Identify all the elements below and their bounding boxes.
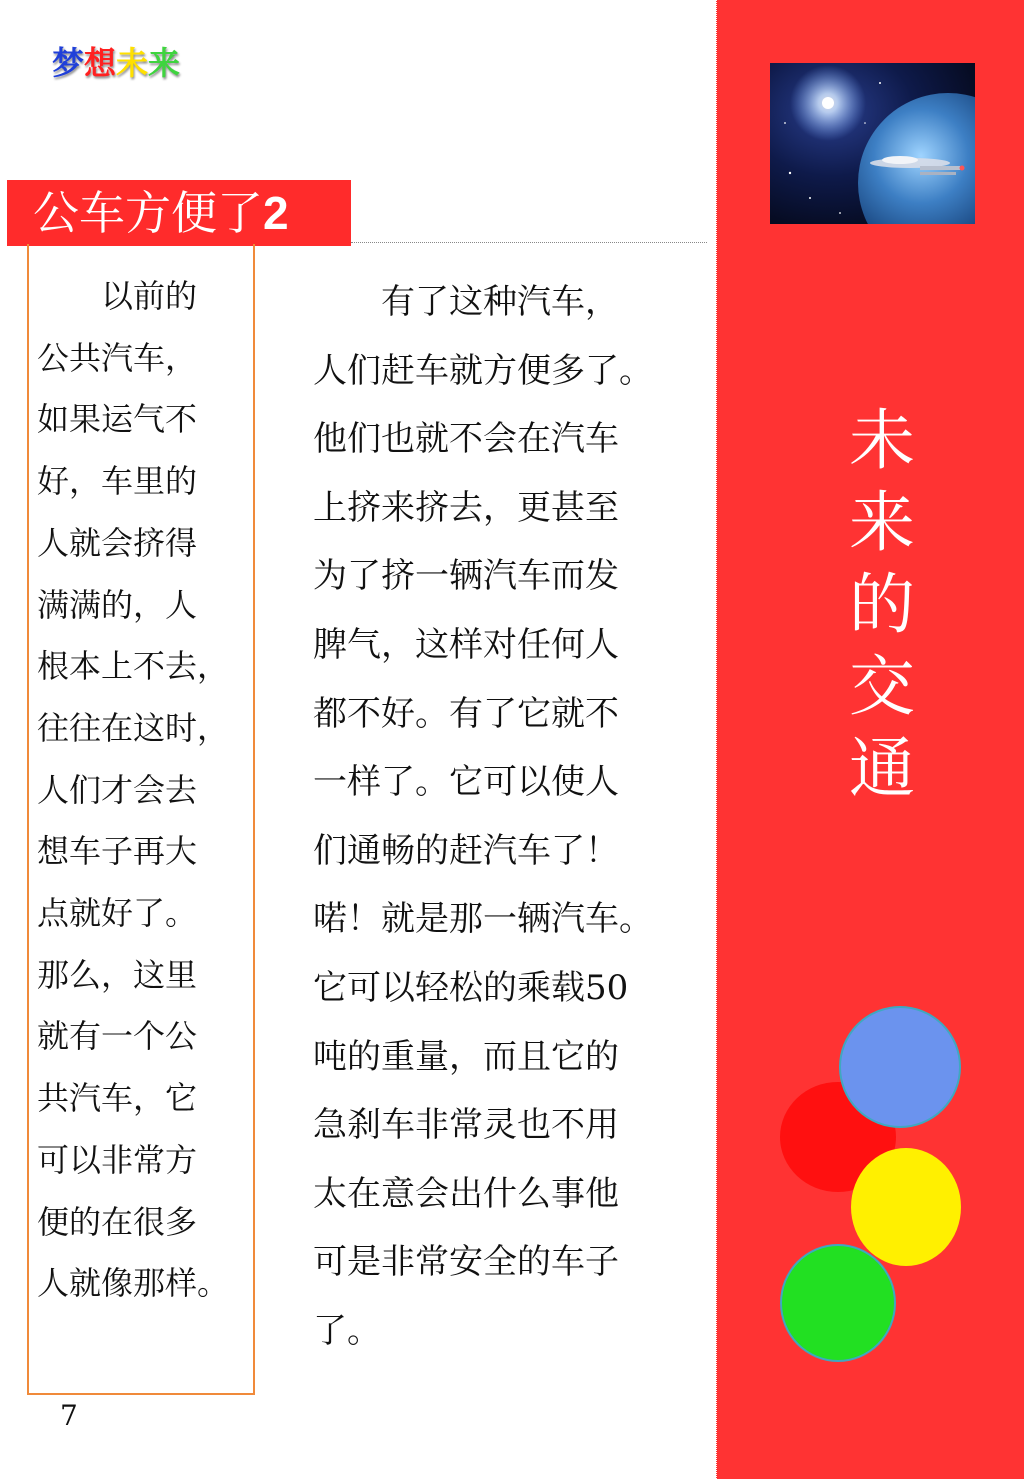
left-column-line: 点就好了。	[37, 894, 198, 933]
masthead-char-2: 想	[84, 44, 117, 82]
article-title-text: 公车方便了	[33, 186, 263, 240]
left-column-line: 以前的	[37, 277, 198, 315]
main-column-line: 一样了。它可以使人	[313, 762, 619, 803]
main-column-line: 为了挤一辆汽车而发	[313, 556, 619, 597]
left-column-line: 那么，这里	[37, 955, 198, 994]
article-title-number: 2	[263, 187, 289, 239]
green-circle	[780, 1244, 896, 1362]
left-column-line: 人就会挤得	[37, 523, 198, 562]
section-title-char-2: 来	[849, 484, 915, 561]
left-column-line: 就有一个公	[37, 1017, 198, 1056]
section-title-char-3: 的	[849, 566, 915, 643]
main-column-line: 脾气，这样对任何人	[313, 624, 619, 665]
masthead-logo	[52, 38, 180, 84]
section-title-char-5: 通	[849, 730, 915, 807]
main-column-line: 喏！就是那一辆汽车。	[313, 899, 653, 940]
left-column-line: 如果运气不	[37, 400, 198, 439]
masthead-char-1: 梦	[52, 44, 85, 82]
left-column-line: 根本上不去，	[37, 647, 230, 686]
section-vertical-title	[846, 400, 918, 810]
left-column-text	[37, 266, 237, 1315]
main-column-line: 急刹车非常灵也不用	[313, 1105, 619, 1146]
main-column-line: 可是非常安全的车子	[313, 1242, 619, 1283]
space-scene-image	[770, 63, 975, 224]
yellow-circle	[851, 1148, 961, 1266]
left-column-line: 公共汽车，	[37, 338, 198, 377]
blue-circle	[839, 1006, 961, 1128]
left-column-line: 往往在这时，	[37, 708, 230, 747]
main-column-text	[313, 268, 693, 1366]
main-column-line: 他们也就不会在汽车	[313, 419, 619, 460]
main-column-line: 有了这种汽车，	[313, 282, 619, 322]
main-column-line: 了。	[313, 1310, 381, 1351]
space-illustration	[770, 63, 975, 224]
left-column-line: 共汽车，它	[37, 1079, 198, 1118]
left-column-line: 便的在很多	[37, 1202, 198, 1241]
section-title-char-4: 交	[849, 648, 915, 725]
main-column-line: 它可以轻松的乘载50	[313, 967, 629, 1008]
masthead-char-3: 未	[116, 44, 149, 82]
left-column-line: 想车子再大	[37, 832, 198, 871]
page-number: 7	[60, 1399, 78, 1432]
title-divider	[351, 242, 707, 243]
main-column-line: 太在意会出什么事他	[313, 1173, 619, 1214]
left-column-line: 好，车里的	[37, 462, 198, 501]
left-column-line: 人们才会去	[37, 770, 198, 809]
left-column-line: 可以非常方	[37, 1140, 198, 1179]
article-title	[7, 180, 351, 246]
masthead-char-4: 来	[148, 44, 181, 82]
left-column-line: 人就像那样。	[37, 1264, 230, 1303]
main-column-line: 都不好。有了它就不	[313, 693, 619, 734]
left-column-line: 满满的，人	[37, 585, 198, 624]
main-column-line: 人们赶车就方便多了。	[313, 350, 653, 391]
main-column-line: 吨的重量，而且它的	[313, 1036, 619, 1077]
section-title-char-1: 未	[849, 402, 915, 479]
main-column-line: 上挤来挤去，更甚至	[313, 487, 619, 528]
main-column-line: 们通畅的赶汽车了！	[313, 830, 619, 871]
